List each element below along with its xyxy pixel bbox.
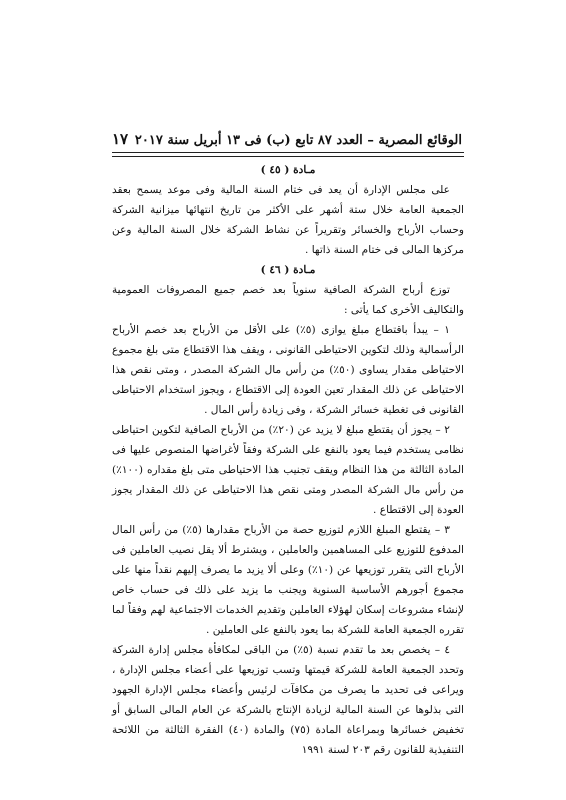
article-46-clause-4: ٤ – يخصص بعد ما تقدم نسبة (٥٪) من الباقى لمكافأة مجلس إدارة الشركة وتحدد الجمعية العامة للشركة قيمتها وتسب توزيعها على أعضاء مجلس الإدارة ، ويراعى فى تحديد ما يصرف من مكافآت لرئيس وأعضاء مجلس الإدارة الجهود التى بذلوها عن السنة المالية لزيادة الإنتاج بالشركة عن العام المالى السابق أو تخفيض خسائرها وبمراعاة المادة (٧٥) والمادة (٤٠) الفقرة الثالثة من اللائحة التنفيذية للقانون رقم ٢٠٣ لسنة ١٩٩١: [112, 644, 464, 756]
article-45-paragraph: على مجلس الإدارة أن يعد فى ختام السنة المالية وفى موعد يسمح بعقد الجمعية العامة خلال ستة أشهر على الأكثر من تاريخ انتهائها ميزانية الشركة وحساب الأرباح والخسائر وتقريراً عن نشاط الشركة خلال السنة المالية وعن مركزها المالى فى ختام السنة ذاتها .: [112, 184, 464, 256]
header-rule-top: [112, 152, 464, 153]
article-45-heading: مـادة ( ٤٥ ): [260, 164, 316, 176]
page-number: ١٧: [112, 130, 129, 148]
article-46-clause-3: ٣ – يقتطع المبلغ اللازم لتوزيع حصة من الأرباح مقدارها (٥٪) من رأس المال المدفوع للتوزيع على المساهمين والعاملين ، ويشترط ألا يقل نصيب العاملين فى الأرباح التى يتقرر توزيعها عن (١٠٪) وعلى ألا يزيد ما يصرف إليهم نقداً منها على مجموع أجورهم الأساسية السنوية ويجنب ما يزيد على ذلك فى حساب خاص لإنشاء مشروعات إسكان لهؤلاء العاملين وتقديم الخدمات الاجتماعية لهم وفقاً لما تقرره الجمعية العامة للشركة بما يعود بالنفع على العاملين .: [112, 524, 464, 636]
article-46-heading: مـادة ( ٤٦ ): [260, 264, 316, 276]
page-body: [112, 160, 464, 760]
article-46-intro: توزع أرباح الشركة الصافية سنوياً بعد خصم جميع المصروفات العمومية والتكاليف الأخرى كما يأتى :: [112, 284, 464, 316]
header-title: الوقائع المصرية – العدد ٨٧ تابع (ب) فى ١٣ أبريل سنة ٢٠١٧: [134, 133, 462, 148]
page-header: [112, 130, 462, 148]
header-rule-bottom: [112, 156, 464, 157]
article-46-clause-1: ١ – يبدأ باقتطاع مبلغ يوازى (٥٪) على الأقل من الأرباح بعد خصم الأرباح الرأسمالية وذلك لتكوين الاحتياطى القانونى ، ويقف هذا الاقتطاع متى بلغ مجموع الاحتياطى مقدار يساوى (٥٠٪) من رأس مال الشركة المصدر ، ومتى نقص هذا الاحتياطى عن ذلك المقدار تعين العودة إلى الاقتطاع ، ويجوز استخدام الاحتياطى القانونى فى تغطية خسائر الشركة ، وفى زيادة رأس المال .: [112, 324, 465, 416]
article-46-clause-2: ٢ – يجوز أن يقتطع مبلغ لا يزيد عن (٢٠٪) من الأرباح الصافية لتكوين احتياطى نظامى يستخدم فيما يعود بالنفع على الشركة وفقاً لأغراضها المنصوص عليها فى المادة الثالثة من هذا النظام ويقف تجنيب هذا الاحتياطى متى بلغ مقداره (١٠٠٪) من رأس مال الشركة المصدر ومتى نقص هذا الاحتياطى عن ذلك المقدار يجوز العودة إلى الاقتطاع .: [112, 424, 464, 516]
